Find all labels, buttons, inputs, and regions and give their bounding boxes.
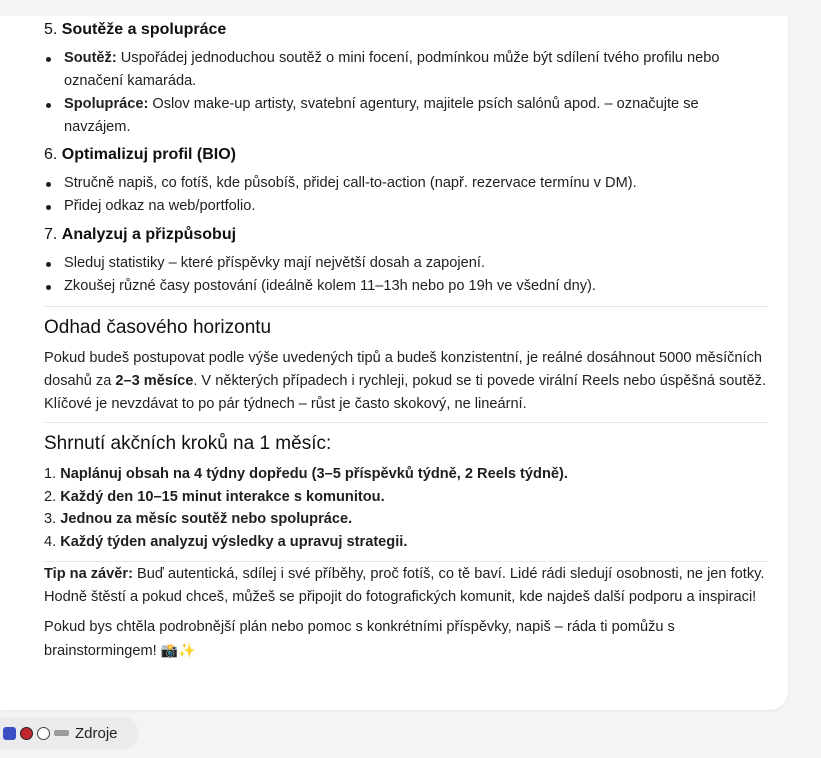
bullet-list	[44, 172, 768, 218]
step-title: Optimalizuj profil (BIO)	[61, 146, 237, 163]
list-item	[44, 93, 768, 139]
item-text: Každý den 10–15 minut interakce s komunitou.	[60, 488, 385, 505]
item-text: Oslov make-up artisty, svatební agentury, majitele psích salónů apod. – označujte se navzájem.	[64, 96, 699, 135]
section-heading: Shrnutí akčních kroků na 1 měsíc:	[44, 433, 332, 454]
sources-label: Zdroje	[75, 724, 118, 742]
item-text: Sleduj statistiky – které příspěvky mají největší dosah a zapojení.	[64, 255, 485, 271]
list-item	[44, 275, 768, 298]
paragraph-text: . V některých případech i rychleji, pokud se ti povede virální Reels nebo úspěšná soutěž. Klíčové je nevzdávat to po pár týdnech – růst je často skokový, ne lineární.	[44, 373, 767, 412]
item-text: Uspořádej jednoduchou soutěž o mini focení, podmínkou může být sdílení tvého profilu nebo označení kamaráda.	[64, 50, 720, 89]
closing-text: Pokud bys chtěla podrobnější plán nebo pomoc s konkrétními příspěvky, napiš – ráda ti pomůžu s brainstormingem!	[44, 618, 675, 659]
item-number: 1.	[44, 466, 57, 482]
section-heading: Odhad časového horizontu	[44, 317, 272, 338]
step-heading	[44, 143, 768, 167]
bullet-list	[44, 47, 768, 139]
tip-text: Buď autentická, sdílej i své příběhy, proč fotíš, co tě baví. Lidé rádi sledují osobnosti, ne jen fotky. Hodně štěstí a pokud chceš, můžeš se připojit do fotografických komunit, kde najdeš další podporu a inspiraci!	[44, 565, 765, 605]
step-number: 5.	[44, 21, 58, 38]
list-item	[44, 531, 768, 554]
step-heading	[44, 223, 768, 247]
list-item	[44, 195, 768, 218]
source-favicon-icon	[54, 730, 69, 736]
divider	[44, 306, 768, 307]
list-item	[44, 252, 768, 275]
item-text: Zkoušej různé časy postování (ideálně kolem 11–13h nebo po 19h ve všední dny).	[64, 278, 596, 294]
message-content	[44, 18, 768, 663]
item-label: Spolupráce:	[64, 96, 149, 112]
assistant-message	[0, 16, 788, 710]
paragraph-bold: 2–3 měsíce	[115, 373, 194, 389]
item-text: Jednou za měsíc soutěž nebo spolupráce.	[60, 511, 353, 528]
source-favicon-icon	[37, 727, 50, 740]
item-text: Přidej odkaz na web/portfolio.	[64, 198, 256, 214]
step-number: 7.	[44, 226, 58, 243]
item-text: Každý týden analyzuj výsledky a upravuj strategii.	[60, 534, 408, 551]
paragraph-text: Pokud budeš postupovat podle výše uvedených tipů a budeš konzistentní, je reálné dosáhnout 5000 měsíčních dosahů za	[44, 350, 763, 389]
camera-sparkles-emoji: 📸✨	[160, 641, 196, 658]
divider	[44, 561, 768, 562]
item-label: Soutěž:	[64, 50, 117, 66]
list-item	[44, 463, 768, 486]
divider	[44, 422, 768, 423]
numbered-list	[44, 463, 768, 554]
list-item	[44, 486, 768, 509]
step-number: 6.	[44, 146, 58, 163]
horizon-paragraph	[44, 347, 768, 416]
list-item	[44, 47, 768, 93]
list-item	[44, 508, 768, 531]
source-favicon-icon	[3, 727, 16, 740]
list-item	[44, 172, 768, 195]
step-title: Soutěže a spolupráce	[61, 21, 227, 38]
tip-paragraph	[44, 563, 768, 609]
item-number: 2.	[44, 488, 57, 505]
tip-label: Tip na závěr:	[44, 565, 133, 582]
sources-button[interactable]	[0, 717, 138, 749]
step-heading	[44, 18, 768, 42]
item-text: Stručně napiš, co fotíš, kde působíš, přidej call-to-action (např. rezervace termínu v DM).	[64, 175, 637, 191]
step-title: Analyzuj a přizpůsobuj	[61, 226, 237, 243]
item-number: 4.	[44, 534, 57, 551]
item-number: 3.	[44, 511, 57, 528]
closing-paragraph	[44, 616, 768, 663]
source-favicon-icon	[20, 727, 33, 740]
bullet-list	[44, 252, 768, 298]
item-text: Naplánuj obsah na 4 týdny dopředu (3–5 příspěvků týdně, 2 Reels týdně).	[60, 466, 568, 482]
